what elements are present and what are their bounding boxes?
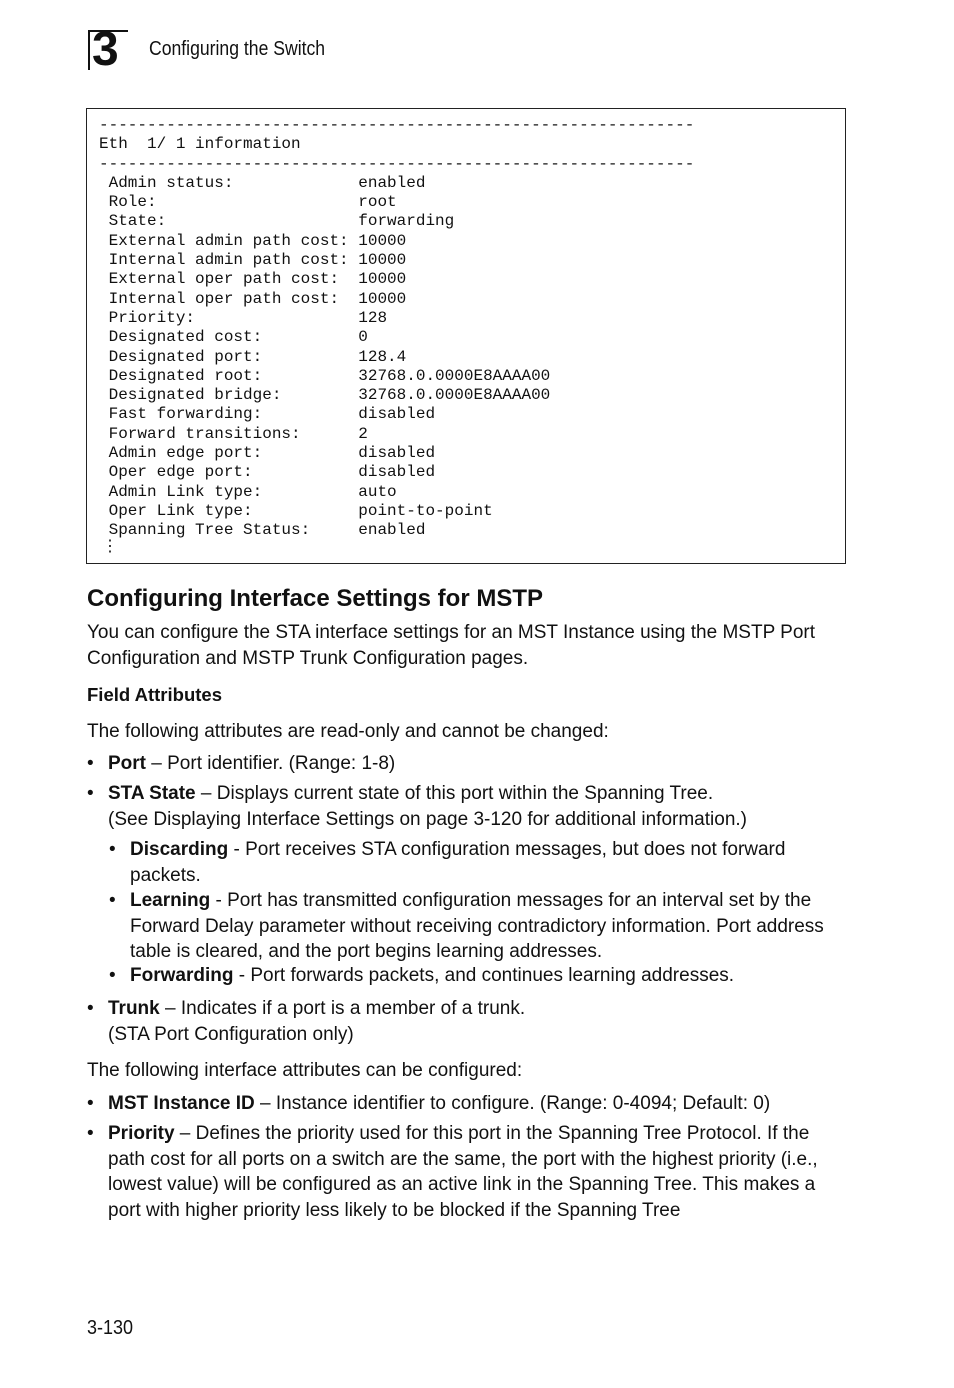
bullet-mark: • <box>87 1123 94 1144</box>
cli-output-box <box>86 108 846 564</box>
code-line: Spanning Tree Status: enabled <box>99 521 426 540</box>
code-line: External admin path cost: 10000 <box>99 231 407 250</box>
cross-reference: (See Displaying Interface Settings on page 3-120 for additional information.) <box>108 808 747 830</box>
code-line: Designated cost: 0 <box>99 328 368 347</box>
bullet-mark: • <box>87 998 94 1019</box>
term: STA State <box>108 783 196 804</box>
code-line: Oper edge port: disabled <box>99 463 436 482</box>
section-intro: You can configure the STA interface settings for an MST Instance using the MSTP Port Configuration and MSTP Trunk Configuration pages. <box>87 622 816 669</box>
description: - Port receives STA configuration messages, but does not forward packets. <box>130 839 786 886</box>
code-line: Admin status: enabled <box>99 173 426 192</box>
term: Discarding <box>130 839 229 860</box>
running-title: Configuring the Switch <box>149 38 326 60</box>
section-title: Configuring Interface Settings for MSTP <box>87 585 544 612</box>
code-line: Forward transitions: 2 <box>99 424 368 443</box>
term: Port <box>108 753 146 774</box>
code-line: Admin edge port: disabled <box>99 444 436 463</box>
term: Forwarding <box>130 965 234 986</box>
description: – Displays current state of this port within the Spanning Tree. <box>195 783 714 804</box>
page-number: 3-130 <box>87 1317 134 1339</box>
description: – Instance identifier to configure. (Range: 0-4094; Default: 0) <box>254 1093 771 1114</box>
code-line: -------------------------------------------------------------- <box>99 154 695 173</box>
bullet-mark: • <box>109 965 116 986</box>
code-line: Admin Link type: auto <box>99 482 397 501</box>
description: - Port forwards packets, and continues learning addresses. <box>233 965 735 986</box>
code-line: Designated root: 32768.0.0000E8AAAA00 <box>99 366 551 385</box>
code-line: Internal oper path cost: 10000 <box>99 289 407 308</box>
code-line: Oper Link type: point-to-point <box>99 501 493 520</box>
code-line: State: forwarding <box>99 212 455 231</box>
chapter-marker <box>88 23 128 76</box>
term: Trunk <box>108 998 160 1019</box>
chapter-number: 3 <box>92 23 119 76</box>
code-line: Role: root <box>99 193 397 212</box>
code-line: Designated port: 128.4 <box>99 347 407 366</box>
code-line: External oper path cost: 10000 <box>99 270 407 289</box>
description: – Indicates if a port is a member of a trunk. <box>159 998 526 1019</box>
field-attributes-heading: Field Attributes <box>87 684 222 705</box>
code-line: Designated bridge: 32768.0.0000E8AAAA00 <box>99 386 551 405</box>
term: Priority <box>108 1123 175 1144</box>
readonly-intro: The following attributes are read-only and cannot be changed: <box>87 721 609 742</box>
bullet-mark: • <box>87 753 94 774</box>
description: – Defines the priority used for this port in the Spanning Tree Protocol. If the path cost for all ports on a switch are the same, the port with the highest priority (i.e., lowest value) will be configured as an active link in the Spanning Tree. This makes a port with higher priority less likely to be blocked if the Spanning Tree <box>108 1123 818 1221</box>
description: - Port has transmitted configuration messages for an interval set by the Forward Delay parameter without receiving contradictory information. Port address table is cleared, and the port begins learning addresses. <box>130 890 824 962</box>
description: – Port identifier. (Range: 1-8) <box>146 753 396 774</box>
term: MST Instance ID <box>108 1093 255 1114</box>
code-line: Eth 1/ 1 information <box>99 135 301 154</box>
note: (STA Port Configuration only) <box>108 1023 354 1045</box>
code-line: -------------------------------------------------------------- <box>99 116 695 134</box>
bullet-mark: • <box>87 1093 94 1114</box>
code-line: Priority: 128 <box>99 308 388 327</box>
bullet-mark: • <box>109 890 116 911</box>
bullet-mark: • <box>109 839 116 860</box>
bullet-mark: • <box>87 783 94 804</box>
cli-output <box>99 116 695 556</box>
term: Learning <box>130 890 211 911</box>
continuation-ellipsis: ⋮ <box>102 537 118 556</box>
configurable-intro: The following interface attributes can be configured: <box>87 1060 523 1081</box>
code-line: Internal admin path cost: 10000 <box>99 251 407 270</box>
code-line: Fast forwarding: disabled <box>99 405 436 424</box>
